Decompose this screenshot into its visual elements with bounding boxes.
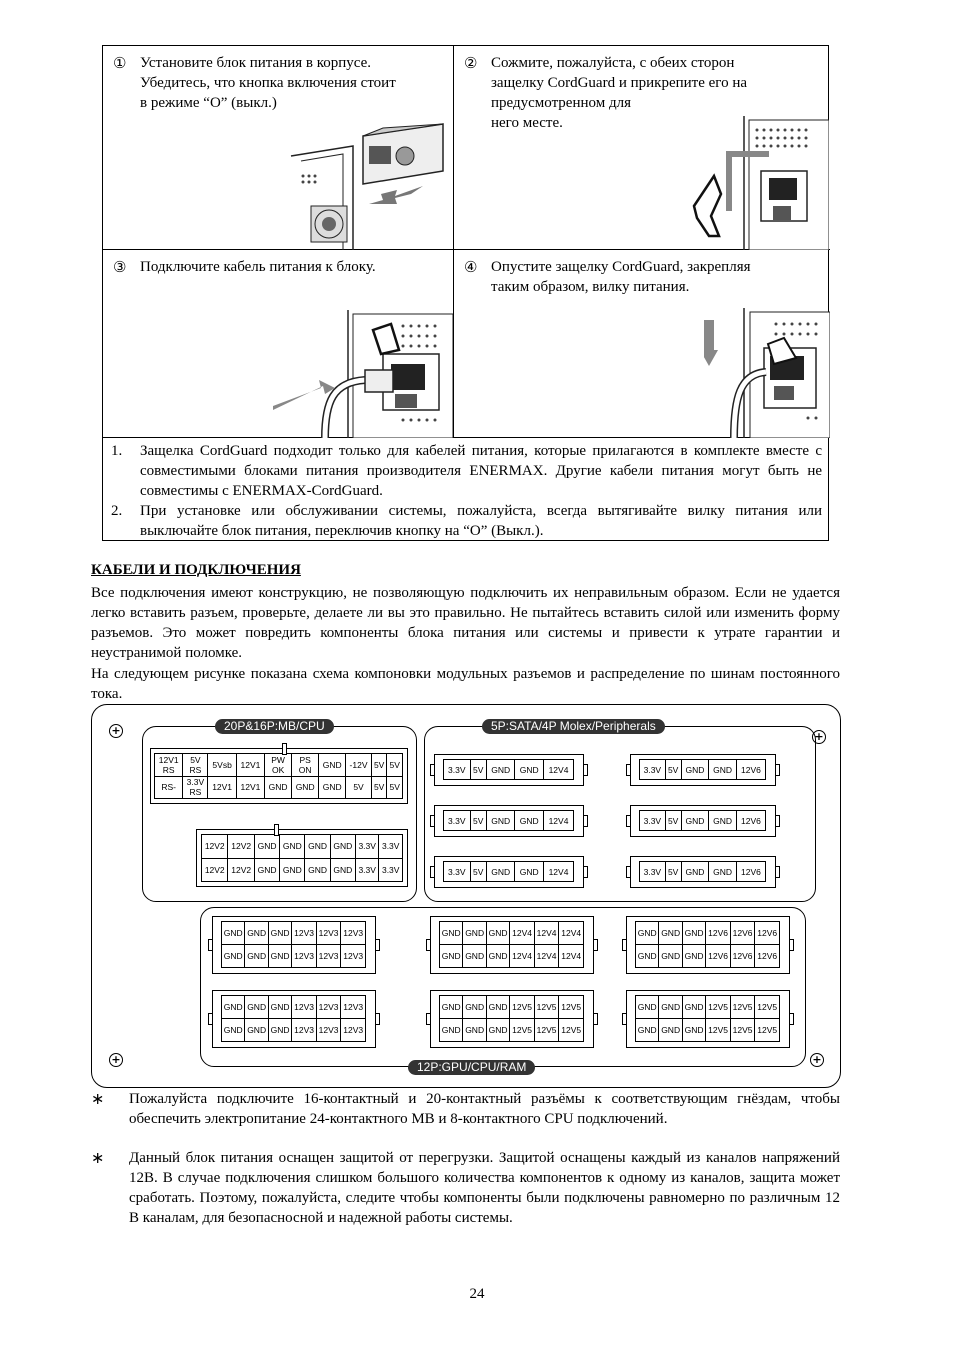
connector-latch xyxy=(430,866,435,878)
bullet-item xyxy=(91,1148,840,1228)
pin-label: 12V4 xyxy=(559,922,584,945)
pin-label: GND xyxy=(265,776,292,799)
pin-label: GND xyxy=(486,922,509,945)
pin-label: 12V5 xyxy=(510,996,535,1019)
pin-label: 12V5 xyxy=(706,1019,731,1042)
pin-row xyxy=(636,945,780,968)
pin-label: GND xyxy=(280,835,305,859)
diagram-caption-paragraph: На следующем рисунке показана схема компоновки модульных разъемов и распределение по шинам постоянного тока. xyxy=(91,666,840,702)
pin-label: 5Vsb xyxy=(208,754,236,777)
sata-connector-right xyxy=(630,856,776,888)
connector-latch xyxy=(282,743,287,755)
pin-label: 12V5 xyxy=(534,1019,559,1042)
pin-label: GND xyxy=(659,1019,682,1042)
pin-label: GND xyxy=(330,858,355,882)
pinout-table xyxy=(639,861,766,882)
connector-latch xyxy=(426,1013,431,1025)
pinout-table xyxy=(439,995,584,1042)
psu-install-illustration xyxy=(283,116,453,250)
pin-label: 3.3V xyxy=(640,760,666,780)
pin-label: 5V xyxy=(387,754,403,777)
pin-label: GND xyxy=(305,835,330,859)
pin-label: GND xyxy=(463,945,486,968)
pin-row xyxy=(222,1019,366,1042)
connector-latch xyxy=(789,1013,794,1025)
step-4-number: ④ xyxy=(464,260,478,276)
pin-label: 12V6 xyxy=(706,922,731,945)
pin-label: 12V5 xyxy=(510,1019,535,1042)
pin-label: GND xyxy=(682,1019,705,1042)
pin-label: GND xyxy=(222,996,245,1019)
pin-label: 12V6 xyxy=(730,945,755,968)
pin-label: GND xyxy=(681,811,709,831)
pin-label: GND xyxy=(682,996,705,1019)
pinout-table xyxy=(635,995,780,1042)
pin-row xyxy=(444,862,574,882)
connector-latch xyxy=(583,764,588,776)
pin-label: 3.3V xyxy=(355,835,378,859)
pin-row xyxy=(444,811,574,831)
pin-label: GND xyxy=(636,945,659,968)
intro-paragraph: Все подключения имеют конструкцию, не позволяющую подключить их неправильным образом. Если не удается легко вставить разъем, проверьте, делаете ли вы это правильно. Не пытайтесь вставить силой или изменить форму разъемов. Это может повредить компоненты блока питания или системы и привести к утрате гарантии и неустранимой поломке. xyxy=(91,585,840,661)
pin-label: 5V xyxy=(665,760,681,780)
pinout-20pin xyxy=(154,753,403,799)
pin-label: GND xyxy=(659,996,682,1019)
pin-row xyxy=(640,862,766,882)
pin-row xyxy=(640,811,766,831)
pin-label: 3.3V xyxy=(444,862,471,882)
pinout-table xyxy=(443,861,574,882)
connector-latch xyxy=(583,815,588,827)
pin-label: GND xyxy=(254,835,279,859)
sata-connector-left xyxy=(434,754,584,786)
step-3-text: Подключите кабель питания к блоку. xyxy=(140,259,376,275)
pin-label: PW OK xyxy=(265,754,292,777)
pin-label: GND xyxy=(245,945,268,968)
pinout-table xyxy=(639,810,766,831)
pin-label: PS ON xyxy=(292,754,319,777)
pin-label: 12V5 xyxy=(730,996,755,1019)
pin-label: 5V xyxy=(470,811,486,831)
connector-latch xyxy=(622,1013,627,1025)
pin-label: 3.3V xyxy=(379,835,403,859)
pin-label: 12V6 xyxy=(736,811,765,831)
pin-label: GND xyxy=(330,835,355,859)
pin-label: GND xyxy=(636,922,659,945)
bullet-1-text: Пожалуйста подключите 16-контактный и 20-контактный разъёмы к соответствующим гнёздам, чтобы обеспечить электропитание 24-контактного MB и 8-контактного CPU подключений. xyxy=(129,1091,840,1127)
pin-label: 5V xyxy=(665,862,681,882)
bullet-item xyxy=(91,1089,840,1129)
connector-latch xyxy=(622,939,627,951)
installation-steps-table xyxy=(102,45,829,541)
step-3-number: ③ xyxy=(113,260,127,276)
bullet-2-text: Данный блок питания оснащен защитой от перегрузки. Защитой оснащены каждый из каналов напряжений 12В. В случае подключения слишком большого количества компонентов к одному из каналов, защита может сработать. Поэтому, пожалуйста, следите чтобы компоненты были подключены равномерно по различным 12 В каналам, для безопасносной и надежной работы системы. xyxy=(129,1150,840,1226)
pin-label: GND xyxy=(515,862,544,882)
pin-label: GND xyxy=(222,1019,245,1042)
pin-label: GND xyxy=(440,1019,463,1042)
pin-label: 3.3V RS xyxy=(183,776,208,799)
pcie-12pin-connector xyxy=(212,916,376,974)
pin-label: 12V3 xyxy=(316,945,341,968)
pin-label: 12V5 xyxy=(534,996,559,1019)
pin-label: GND xyxy=(440,922,463,945)
pin-label: 12V3 xyxy=(341,922,366,945)
pin-label: GND xyxy=(515,811,544,831)
connector-latch xyxy=(626,866,631,878)
cordguard-lock-illustration xyxy=(704,308,830,438)
note-1-number: 1. xyxy=(111,443,123,459)
pin-label: 3.3V xyxy=(379,858,403,882)
pin-label: 5V xyxy=(665,811,681,831)
pcie-12pin-connector xyxy=(626,916,790,974)
pin-label: GND xyxy=(268,996,291,1019)
note-2-number: 2. xyxy=(111,503,123,519)
pin-label: GND xyxy=(463,922,486,945)
note-item xyxy=(111,441,822,501)
pin-row xyxy=(440,996,584,1019)
pinout-16pin xyxy=(201,834,403,882)
connector-latch xyxy=(775,764,780,776)
pin-label: GND xyxy=(709,760,737,780)
pin-label: 12V6 xyxy=(736,760,765,780)
pin-label: 12V6 xyxy=(755,945,780,968)
pin-label: 12V1 xyxy=(236,776,264,799)
pin-label: GND xyxy=(636,1019,659,1042)
pin-label: 12V5 xyxy=(706,996,731,1019)
connector-latch xyxy=(430,815,435,827)
pin-label: GND xyxy=(659,945,682,968)
connector-20pin xyxy=(150,748,408,804)
pin-label: GND xyxy=(682,922,705,945)
pin-label: 5V xyxy=(470,760,486,780)
pinout-table xyxy=(639,759,766,780)
pin-label: GND xyxy=(222,945,245,968)
pin-label: GND xyxy=(245,996,268,1019)
pin-label: 12V3 xyxy=(341,1019,366,1042)
pin-label: 12V2 xyxy=(202,858,228,882)
pin-label: 12V3 xyxy=(292,922,317,945)
pin-label: 5V xyxy=(387,776,403,799)
pin-label: 12V6 xyxy=(755,922,780,945)
sata-peripherals-label: 5P:SATA/4P Molex/Peripherals xyxy=(482,719,665,734)
pin-row xyxy=(636,996,780,1019)
pin-label: GND xyxy=(463,1019,486,1042)
pin-label: GND xyxy=(682,945,705,968)
pin-label: 12V1 xyxy=(208,776,236,799)
pin-row xyxy=(155,776,403,799)
pin-label: GND xyxy=(440,945,463,968)
pin-row xyxy=(202,858,403,882)
pin-label: 12V5 xyxy=(559,1019,584,1042)
section-title: КАБЕЛИ И ПОДКЛЮЧЕНИЯ xyxy=(91,562,301,578)
pin-label: 3.3V xyxy=(444,760,471,780)
pin-row xyxy=(155,754,403,777)
pin-label: 12V3 xyxy=(316,922,341,945)
pin-label: 12V4 xyxy=(534,945,559,968)
step-1-number: ① xyxy=(113,56,127,72)
connector-latch xyxy=(583,866,588,878)
pin-label: GND xyxy=(486,996,509,1019)
pin-label: GND xyxy=(268,945,291,968)
pin-label: 5V xyxy=(371,776,386,799)
pin-label: 12V4 xyxy=(534,922,559,945)
sata-connector-right xyxy=(630,754,776,786)
pin-row xyxy=(440,922,584,945)
pin-label: 12V5 xyxy=(755,996,780,1019)
connector-latch xyxy=(274,824,279,836)
pin-label: 12V3 xyxy=(292,945,317,968)
page-number: 24 xyxy=(469,1286,485,1302)
screw-icon: + xyxy=(109,1053,123,1067)
pinout-table xyxy=(443,810,574,831)
pin-label: GND xyxy=(280,858,305,882)
pin-label: 12V3 xyxy=(341,996,366,1019)
pin-label: 12V2 xyxy=(228,858,254,882)
sata-connector-left xyxy=(434,805,584,837)
cordguard-clip-illustration xyxy=(689,116,829,250)
sata-connector-left xyxy=(434,856,584,888)
pin-label: GND xyxy=(254,858,279,882)
pin-label: GND xyxy=(319,776,346,799)
pinout-table xyxy=(443,759,574,780)
gpu-cpu-ram-label: 12P:GPU/CPU/RAM xyxy=(408,1060,535,1075)
pinout-table xyxy=(439,921,584,968)
pin-label: 12V3 xyxy=(316,1019,341,1042)
modular-connector-diagram xyxy=(91,704,841,1088)
pcie-12pin-connector xyxy=(212,990,376,1048)
pinout-table xyxy=(221,995,366,1042)
pinout-table xyxy=(221,921,366,968)
step-2-cell xyxy=(454,46,830,250)
pin-label: 3.3V xyxy=(640,811,666,831)
pin-label: 5V xyxy=(371,754,386,777)
pin-label: 12V5 xyxy=(755,1019,780,1042)
pin-label: 12V4 xyxy=(544,760,574,780)
pin-label: GND xyxy=(486,811,515,831)
pin-label: 12V3 xyxy=(341,945,366,968)
connector-latch xyxy=(426,939,431,951)
pin-label: 12V6 xyxy=(736,862,765,882)
pin-label: 12V1 RS xyxy=(155,754,183,777)
pin-label: 12V4 xyxy=(544,811,574,831)
pin-label: GND xyxy=(486,1019,509,1042)
pin-label: -12V xyxy=(346,754,372,777)
pin-label: GND xyxy=(268,1019,291,1042)
pin-label: GND xyxy=(709,862,737,882)
pin-row xyxy=(222,945,366,968)
pin-label: GND xyxy=(245,1019,268,1042)
pin-label: 12V6 xyxy=(730,922,755,945)
pin-label: 5V RS xyxy=(183,754,208,777)
screw-icon: + xyxy=(810,1053,824,1067)
connector-latch xyxy=(208,939,213,951)
connector-latch xyxy=(375,939,380,951)
screw-icon: + xyxy=(812,730,826,744)
pin-label: 12V2 xyxy=(228,835,254,859)
connector-latch xyxy=(375,1013,380,1025)
pin-label: GND xyxy=(659,922,682,945)
pin-label: 5V xyxy=(346,776,372,799)
pin-label: GND xyxy=(222,922,245,945)
pin-label: GND xyxy=(305,858,330,882)
pin-label: 12V4 xyxy=(510,922,535,945)
pin-label: 3.3V xyxy=(355,858,378,882)
mb-cpu-label: 20P&16P:MB/CPU xyxy=(215,719,334,734)
pin-label: 3.3V xyxy=(444,811,471,831)
pin-row xyxy=(636,922,780,945)
step-2-text: Сожмите, пожалуйста, с обеих сторон защелку CordGuard и прикрепите его на предусмотренном для него месте. xyxy=(491,55,748,131)
pin-label: GND xyxy=(440,996,463,1019)
connector-latch xyxy=(626,815,631,827)
step-1-text: Установите блок питания в корпусе. Убедитесь, что кнопка включения стоит в режиме “O” (выкл.) xyxy=(140,55,396,111)
pin-label: GND xyxy=(681,760,709,780)
note-1-text: Защелка CordGuard подходит только для кабелей питания, которые прилагаются в комплекте вместе с совместимыми блоками питания производителя ENERMAX. Другие кабели питания могут быть не совместимы с ENERMAX-CordGuard. xyxy=(140,443,822,499)
pin-label: RS- xyxy=(155,776,183,799)
pin-label: 3.3V xyxy=(640,862,666,882)
connector-latch xyxy=(593,1013,598,1025)
pin-label: 12V4 xyxy=(510,945,535,968)
pin-label: 5V xyxy=(470,862,486,882)
pcie-12pin-connector xyxy=(430,916,594,974)
pin-label: 12V4 xyxy=(544,862,574,882)
pcie-12pin-connector xyxy=(430,990,594,1048)
connector-latch xyxy=(593,939,598,951)
pin-row xyxy=(222,996,366,1019)
pin-label: GND xyxy=(709,811,737,831)
pin-label: GND xyxy=(292,776,319,799)
pin-label: GND xyxy=(463,996,486,1019)
asterisk-icon: ∗ xyxy=(91,1148,105,1167)
pin-label: GND xyxy=(636,996,659,1019)
step-4-cell xyxy=(454,250,830,438)
connector-16pin xyxy=(196,829,408,887)
pin-label: 12V4 xyxy=(559,945,584,968)
sata-connector-right xyxy=(630,805,776,837)
pinout-table xyxy=(635,921,780,968)
pin-label: GND xyxy=(515,760,544,780)
pin-label: 12V5 xyxy=(730,1019,755,1042)
pin-row xyxy=(444,760,574,780)
pin-label: GND xyxy=(486,862,515,882)
note-item xyxy=(111,501,822,541)
connector-latch xyxy=(789,939,794,951)
pcie-12pin-connector xyxy=(626,990,790,1048)
pin-label: GND xyxy=(245,922,268,945)
pin-row xyxy=(222,922,366,945)
step-1-cell xyxy=(103,46,454,250)
pin-label: 12V1 xyxy=(236,754,264,777)
connector-latch xyxy=(208,1013,213,1025)
pin-label: 12V6 xyxy=(706,945,731,968)
pin-label: 12V2 xyxy=(202,835,228,859)
step-2-number: ② xyxy=(464,56,478,72)
connector-latch xyxy=(775,866,780,878)
pin-row xyxy=(640,760,766,780)
step-4-text: Опустите защелку CordGuard, закрепляя таким образом, вилку питания. xyxy=(491,259,751,295)
pin-row xyxy=(636,1019,780,1042)
screw-icon: + xyxy=(109,724,123,738)
pin-label: GND xyxy=(486,945,509,968)
pin-label: 12V3 xyxy=(316,996,341,1019)
pin-label: 12V3 xyxy=(292,1019,317,1042)
pin-label: GND xyxy=(268,922,291,945)
connector-latch xyxy=(775,815,780,827)
step-3-cell xyxy=(103,250,454,438)
pin-label: GND xyxy=(486,760,515,780)
asterisk-icon: ∗ xyxy=(91,1089,105,1108)
pin-label: 12V3 xyxy=(292,996,317,1019)
connector-latch xyxy=(626,764,631,776)
note-2-text: При установке или обслуживании системы, пожалуйста, всегда вытягивайте вилку питания или выключайте блок питания, переключив кнопку на “O” (Выкл.). xyxy=(140,503,822,539)
cable-connect-illustration xyxy=(273,310,453,438)
pin-label: 12V5 xyxy=(559,996,584,1019)
pin-row xyxy=(202,835,403,859)
pin-label: GND xyxy=(319,754,346,777)
pin-label: GND xyxy=(681,862,709,882)
connector-latch xyxy=(430,764,435,776)
pin-row xyxy=(440,1019,584,1042)
compatibility-notes xyxy=(103,438,830,540)
pin-row xyxy=(440,945,584,968)
